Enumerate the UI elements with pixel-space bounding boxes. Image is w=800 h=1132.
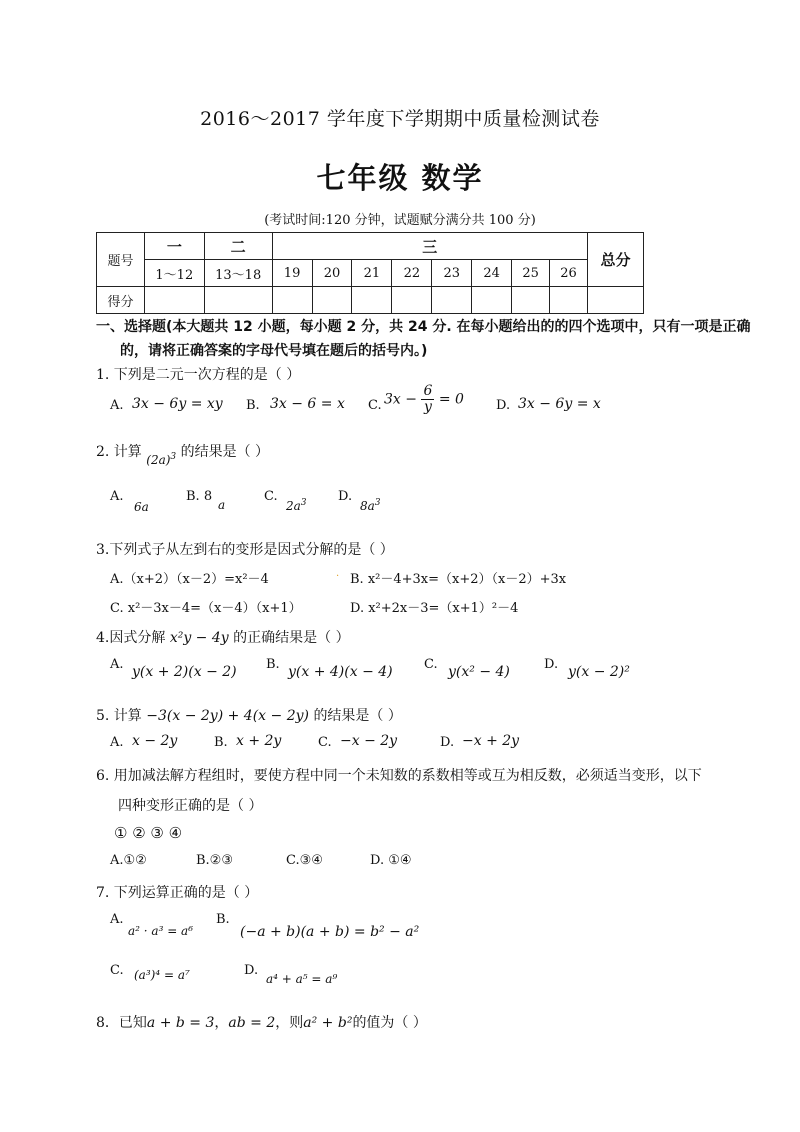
range-1-12: 1～12 bbox=[144, 260, 204, 287]
q3-option-a: A.（x+2）（x－2）=x²－4 bbox=[110, 572, 269, 587]
question-number-cell: 26 bbox=[550, 260, 588, 287]
q5-option-b: x + 2y bbox=[236, 733, 282, 749]
score-blank-cell bbox=[472, 287, 512, 314]
q2-option-d bbox=[360, 498, 381, 513]
q6-option-c: C.③④ bbox=[286, 853, 323, 868]
q4-option-d: y(x − 2)² bbox=[568, 664, 630, 680]
question-5-stem bbox=[96, 705, 402, 725]
q1-c-pre: 3x − bbox=[384, 391, 417, 408]
q1-c-denominator: y bbox=[423, 399, 432, 415]
q8-mid: ，则 bbox=[275, 1015, 304, 1031]
q2-option-c-label: C. bbox=[264, 489, 278, 504]
question-number-cell: 24 bbox=[472, 260, 512, 287]
q7-option-b: (−a + b)(a + b) = b² − a² bbox=[240, 924, 420, 940]
q2-stem-post: 的结果是（ ） bbox=[180, 444, 270, 460]
question-4-stem bbox=[96, 627, 350, 647]
q7-option-b-label: B. bbox=[216, 912, 230, 927]
q5-stem-pre: 5. 计算 bbox=[96, 708, 142, 724]
q1-option-a-label: A. bbox=[110, 398, 124, 413]
exam-info: (考试时间:120 分钟，试题赋分满分共 100 分) bbox=[264, 213, 536, 228]
q1-option-c-label: C. bbox=[368, 398, 382, 413]
score-table bbox=[96, 232, 644, 314]
q5-option-a-label: A. bbox=[110, 735, 124, 750]
part-three-header: 三 bbox=[272, 233, 587, 260]
question-7-stem: 7. 下列运算正确的是（ ） bbox=[96, 885, 259, 901]
q3-option-c: C. x²－3x－4=（x－4）（x+1） bbox=[110, 601, 302, 616]
q1-c-numerator: 6 bbox=[423, 383, 433, 399]
q7-option-a: a² · a³ = a⁶ bbox=[128, 924, 194, 938]
q2-expr-base: (2a) bbox=[146, 453, 171, 467]
q2-c-exp: 3 bbox=[300, 498, 307, 508]
q3-option-d: D. x²+2x－3=（x+1）²－4 bbox=[350, 601, 519, 616]
score-blank-cell bbox=[432, 287, 472, 314]
q2-option-c bbox=[286, 498, 307, 513]
question-number-cell: 21 bbox=[352, 260, 392, 287]
q5-option-c-label: C. bbox=[318, 735, 332, 750]
q3-option-b: B. x²－4+3x=（x+2）（x－2）+3x bbox=[350, 572, 567, 587]
q2-option-b-label: B. 8 bbox=[186, 489, 213, 504]
q8-expr-sum: a + b = 3 bbox=[146, 1015, 215, 1031]
q1-option-c bbox=[384, 384, 464, 415]
total-header: 总分 bbox=[588, 233, 644, 287]
question-6-stem: 6. 用加减法解方程组时，要使方程中同一个未知数的系数相等或互为相反数，必须适当变形，以下 bbox=[96, 768, 702, 784]
q5-option-d: −x + 2y bbox=[462, 733, 520, 749]
q8-expr-product: ab = 2 bbox=[228, 1015, 276, 1031]
range-13-18: 13～18 bbox=[204, 260, 272, 287]
q4-option-c: y(x² − 4) bbox=[448, 664, 510, 680]
score-blank-cell bbox=[352, 287, 392, 314]
q8-expr-squares: a² + b² bbox=[303, 1015, 353, 1031]
score-blank-cell bbox=[204, 287, 272, 314]
q2-expr-exp: 3 bbox=[170, 452, 177, 462]
section-one-heading: 一、选择题(本大题共 12 小题，每小题 2 分，共 24 分. 在每小题给出的的四个选项中，只有一项是正确 bbox=[96, 319, 751, 335]
q5-option-b-label: B. bbox=[214, 735, 228, 750]
question-2-stem bbox=[96, 441, 270, 467]
q4-stem-expr: x²y − 4y bbox=[169, 630, 229, 646]
q4-option-b: y(x + 4)(x − 4) bbox=[288, 664, 393, 680]
q5-option-c: −x − 2y bbox=[340, 733, 398, 749]
score-blank-cell bbox=[272, 287, 312, 314]
question-3-stem: 3.下列式子从左到右的变形是因式分解的是（ ） bbox=[96, 542, 394, 558]
q2-d-exp: 3 bbox=[374, 498, 381, 508]
q5-stem-post: 的结果是（ ） bbox=[313, 708, 402, 724]
q4-option-a: y(x + 2)(x − 2) bbox=[132, 664, 237, 680]
part-one-header: 一 bbox=[144, 233, 204, 260]
score-blank-cell bbox=[392, 287, 432, 314]
q4-stem-pre: 4.因式分解 bbox=[96, 630, 166, 646]
q5-option-d-label: D. bbox=[440, 735, 455, 750]
q2-option-d-label: D. bbox=[338, 489, 353, 504]
score-blank-cell bbox=[144, 287, 204, 314]
question-8-stem bbox=[96, 1012, 427, 1032]
q7-option-a-label: A. bbox=[110, 912, 124, 927]
q7-option-d-label: D. bbox=[244, 963, 259, 978]
exam-title: 七年级 数学 bbox=[316, 161, 484, 195]
q1-c-post: = 0 bbox=[438, 391, 464, 408]
stray-dot: . bbox=[336, 568, 340, 579]
q2-option-a: 6a bbox=[134, 500, 149, 514]
q2-d-base: 8a bbox=[360, 499, 375, 513]
q1-option-d: 3x − 6y = x bbox=[518, 396, 601, 412]
exam-header: 2016～2017 学年度下学期期中质量检测试卷 bbox=[200, 108, 600, 130]
q8-pre: 8．已知 bbox=[96, 1015, 147, 1031]
q7-option-d: a⁴ + a⁵ = a⁹ bbox=[266, 972, 338, 986]
score-blank-cell bbox=[312, 287, 352, 314]
question-number-cell: 23 bbox=[432, 260, 472, 287]
question-number-cell: 19 bbox=[272, 260, 312, 287]
q7-option-c: (a³)⁴ = a⁷ bbox=[134, 968, 190, 982]
q5-stem-expr: −3(x − 2y) + 4(x − 2y) bbox=[146, 708, 309, 724]
q1-c-fraction bbox=[421, 384, 434, 415]
question-6-stem-cont: 四种变形正确的是（ ） bbox=[118, 798, 263, 814]
score-blank-cell bbox=[588, 287, 644, 314]
question-number-cell: 20 bbox=[312, 260, 352, 287]
q4-option-a-label: A. bbox=[110, 657, 124, 672]
q4-option-c-label: C. bbox=[424, 657, 438, 672]
q2-stem-pre: 2. 计算 bbox=[96, 444, 142, 460]
q4-option-d-label: D. bbox=[544, 657, 559, 672]
q1-option-d-label: D. bbox=[496, 398, 511, 413]
q6-option-d: D. ①④ bbox=[370, 853, 412, 868]
q4-option-b-label: B. bbox=[266, 657, 280, 672]
section-one-heading-cont: 的，请将正确答案的字母代号填在题后的括号内。) bbox=[120, 343, 428, 359]
q8-post: 的值为（ ） bbox=[352, 1015, 427, 1031]
q2-option-a-label: A. bbox=[110, 489, 124, 504]
score-blank-cell bbox=[512, 287, 550, 314]
score-blank-cell bbox=[550, 287, 588, 314]
q5-option-a: x − 2y bbox=[132, 733, 178, 749]
q8-comma: ， bbox=[214, 1015, 229, 1031]
q1-option-b-label: B. bbox=[246, 398, 260, 413]
part-two-header: 二 bbox=[204, 233, 272, 260]
question-number-cell: 25 bbox=[512, 260, 550, 287]
q2-option-b: a bbox=[218, 498, 226, 512]
q2-c-base: 2a bbox=[286, 499, 301, 513]
question-number-cell: 22 bbox=[392, 260, 432, 287]
q1-option-a: 3x − 6y = xy bbox=[132, 396, 223, 412]
label-question-number: 题号 bbox=[97, 233, 145, 287]
q4-stem-post: 的正确结果是（ ） bbox=[233, 630, 350, 646]
question-1-stem: 1. 下列是二元一次方程的是（ ） bbox=[96, 367, 301, 383]
q6-option-a: A.①② bbox=[110, 853, 147, 868]
q6-circled-numbers: ① ② ③ ④ bbox=[114, 824, 183, 842]
q6-option-b: B.②③ bbox=[196, 853, 233, 868]
q7-option-c-label: C. bbox=[110, 963, 124, 978]
q2-stem-expr bbox=[146, 453, 176, 467]
label-score: 得分 bbox=[97, 287, 145, 314]
q1-option-b: 3x − 6 = x bbox=[270, 396, 345, 412]
